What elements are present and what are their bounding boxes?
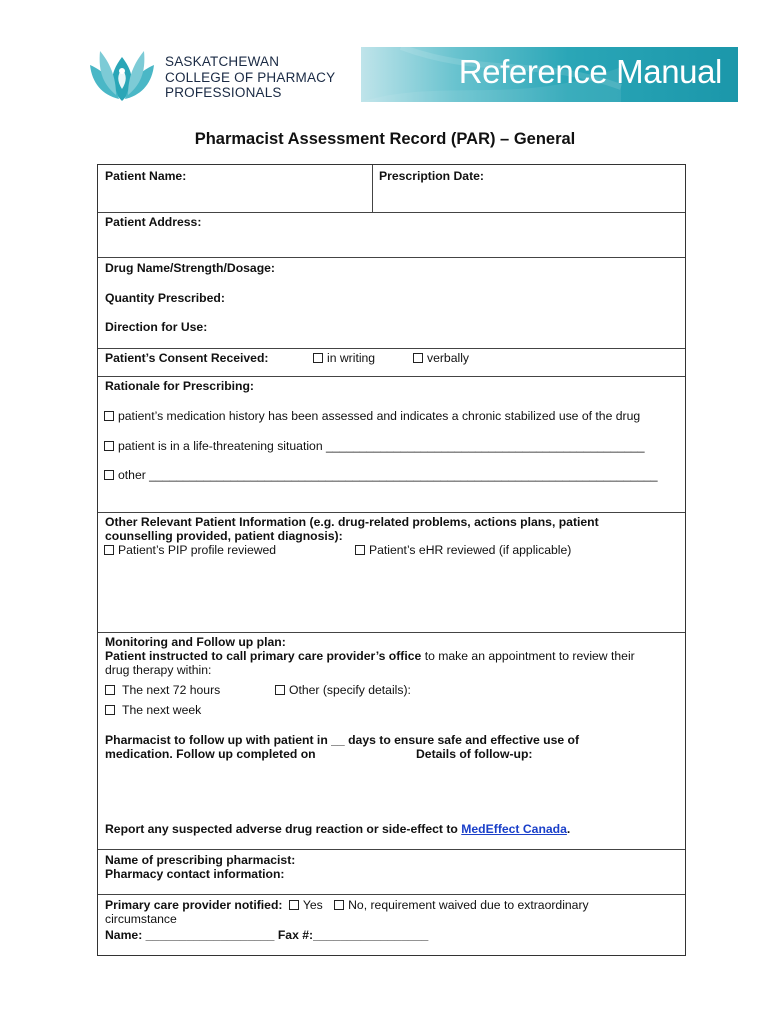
column-divider [372, 165, 373, 212]
row-divider [98, 348, 685, 349]
checkbox-icon[interactable] [289, 900, 299, 910]
checkbox-icon[interactable] [413, 353, 423, 363]
monitoring-heading: Monitoring and Follow up plan: [105, 635, 286, 649]
provider-name-blank[interactable]: ___________________ [145, 928, 275, 942]
ehr-reviewed-label: Patient’s eHR reviewed (if applicable) [369, 543, 572, 557]
row-divider [98, 212, 685, 213]
checkbox-icon[interactable] [104, 411, 114, 421]
direction-field[interactable]: Direction for Use: [105, 320, 208, 334]
pharmacy-contact-field[interactable]: Pharmacy contact information: [105, 867, 285, 881]
other-info-heading-line2: counselling provided, patient diagnosis): [105, 529, 343, 543]
consent-verbally-label: verbally [427, 351, 469, 365]
rationale-option-life-threatening[interactable] [104, 439, 645, 453]
report-end: . [566, 822, 571, 836]
banner-title: Reference Manual [458, 53, 722, 90]
provider-name-fax-row[interactable] [105, 928, 428, 942]
option-other-details-label: Other (specify details): [289, 683, 411, 697]
reference-manual-banner [361, 47, 738, 102]
patient-name-field[interactable]: Patient Name: [105, 169, 187, 183]
notified-yes-label: Yes [302, 898, 323, 912]
prescription-date-field[interactable]: Prescription Date: [379, 169, 484, 183]
rationale-option-label: patient’s medication history has been assessed and indicates a chronic stabilized use of the drug [118, 409, 641, 423]
checkbox-icon[interactable] [104, 470, 114, 480]
option-next-week-label: The next week [122, 703, 202, 717]
row-divider [98, 632, 685, 633]
checkbox-icon[interactable] [104, 441, 114, 451]
monitoring-instruction-rest: to make an appointment to review their [421, 649, 635, 663]
option-next-week[interactable] [105, 703, 201, 717]
rationale-option-label: other ___________________________________________________________________________ [118, 468, 658, 482]
provider-notified-label: Primary care provider notified: [105, 898, 283, 912]
checkbox-icon[interactable] [275, 685, 285, 695]
pip-reviewed-option[interactable] [104, 543, 276, 557]
row-divider [98, 376, 685, 377]
consent-writing-label: in writing [327, 351, 376, 365]
checkbox-icon[interactable] [313, 353, 323, 363]
followup-line1: Pharmacist to follow up with patient in __ days to ensure safe and effective use of [105, 733, 580, 747]
rationale-option-other[interactable] [104, 468, 658, 482]
fax-label: Fax #: [277, 928, 314, 942]
option-next-72-hours-label: The next 72 hours [122, 683, 221, 697]
checkbox-icon[interactable] [104, 545, 114, 555]
monitoring-instruction-bold: Patient instructed to call primary care provider’s office [105, 649, 422, 663]
report-text: Report any suspected adverse drug reaction or side-effect to [105, 822, 462, 836]
consent-label: Patient’s Consent Received: [105, 351, 269, 365]
notification-line2: circumstance [105, 912, 177, 926]
followup-details-label: Details of follow-up: [416, 747, 533, 761]
provider-notified-row [105, 898, 589, 912]
page-title: Pharmacist Assessment Record (PAR) – General [194, 130, 576, 148]
assessment-form [97, 164, 686, 956]
rationale-option-label: patient is in a life-threatening situation _______________________________________________ [118, 439, 645, 453]
row-divider [98, 512, 685, 513]
other-info-heading-line1: Other Relevant Patient Information (e.g. drug-related problems, actions plans, patient [105, 515, 599, 529]
provider-name-label: Name: [105, 928, 143, 942]
medeffect-canada-link[interactable]: MedEffect Canada [461, 822, 567, 836]
checkbox-icon[interactable] [334, 900, 344, 910]
quantity-field[interactable]: Quantity Prescribed: [105, 291, 225, 305]
row-divider [98, 849, 685, 850]
rationale-option-history[interactable] [104, 409, 640, 423]
organization-name [165, 54, 335, 101]
option-next-72-hours[interactable] [105, 683, 220, 697]
pip-reviewed-label: Patient’s PIP profile reviewed [118, 543, 277, 557]
org-line-3: PROFESSIONALS [165, 85, 282, 100]
followup-completed-label: medication. Follow up completed on [105, 747, 316, 761]
rationale-heading: Rationale for Prescribing: [105, 379, 254, 393]
row-divider [98, 894, 685, 895]
checkbox-icon[interactable] [105, 705, 115, 715]
notified-no-label: No, requirement waived due to extraordinary [348, 898, 589, 912]
org-line-2: COLLEGE OF PHARMACY [165, 69, 336, 85]
checkbox-icon[interactable] [105, 685, 115, 695]
patient-address-field[interactable]: Patient Address: [105, 215, 202, 229]
consent-verbally-option[interactable] [413, 351, 469, 365]
fax-blank[interactable]: _________________ [313, 928, 429, 942]
adverse-reaction-report [105, 822, 570, 836]
monitoring-instruction [105, 649, 635, 663]
prescribing-pharmacist-field[interactable]: Name of prescribing pharmacist: [105, 853, 296, 867]
org-line-1: SASKATCHEWAN [165, 54, 280, 69]
row-divider [98, 257, 685, 258]
checkbox-icon[interactable] [355, 545, 365, 555]
monitoring-instruction-line2: drug therapy within: [105, 663, 212, 677]
drug-name-field[interactable]: Drug Name/Strength/Dosage: [105, 261, 275, 275]
consent-writing-option[interactable] [313, 351, 375, 365]
lotus-logo-icon [86, 45, 158, 103]
option-other-details[interactable] [275, 683, 411, 697]
ehr-reviewed-option[interactable] [355, 543, 571, 557]
